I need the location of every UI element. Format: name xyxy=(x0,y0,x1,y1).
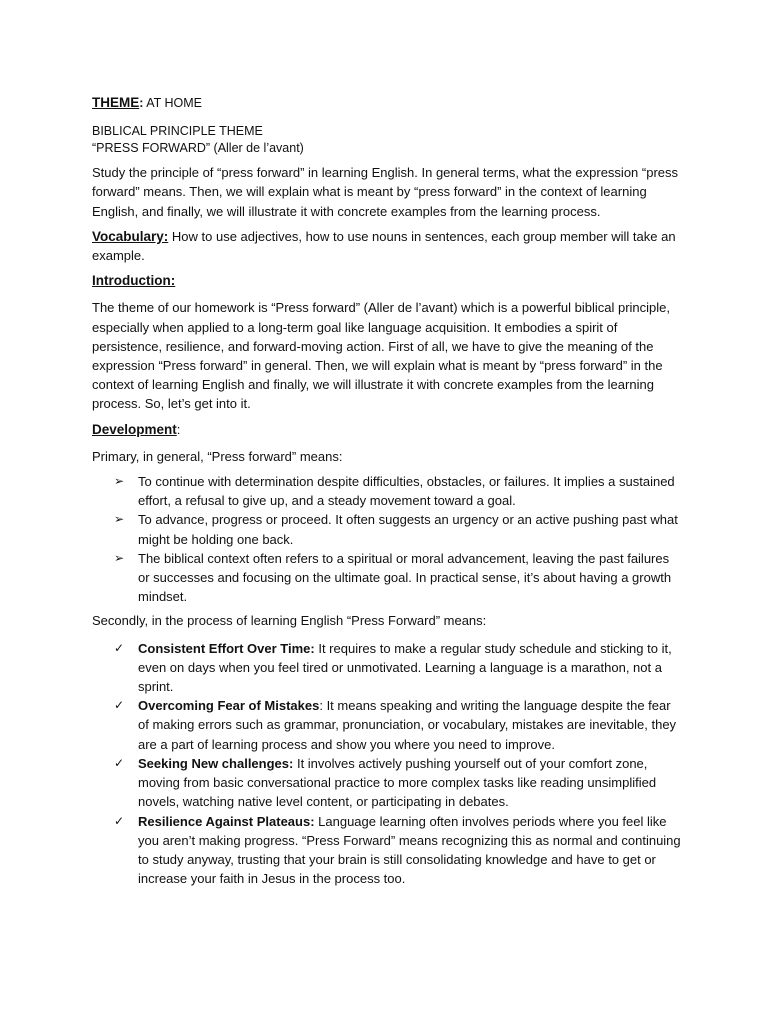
list-item-title: Consistent Effort Over Time: xyxy=(138,640,315,656)
primary-intro: Primary, in general, “Press forward” means: xyxy=(92,448,343,464)
check-bullet-icon: ✓ xyxy=(114,698,125,713)
study-paragraph: Study the principle of “press forward” in learning English. In general terms, what the expression “press forward” means. Then, we will explain what is meant by “press forward” in the context of learning English, and finally, we will illustrate it with concrete examples from the learning process. xyxy=(92,165,679,219)
list-item-text: It involves actively pushing yourself out of your comfort zone, moving from basic conversational practice to more complex tasks like reading unsimplified novels, watching native level content, or participating in debates. xyxy=(138,755,657,810)
vocabulary-label: Vocabulary: xyxy=(92,228,169,244)
list-item xyxy=(92,754,682,812)
principle-line-2: “PRESS FORWARD” (Aller de l’avant) xyxy=(92,141,304,156)
list-item xyxy=(92,549,682,607)
list-item-text: The biblical context often refers to a spiritual or moral advancement, leaving the past failures or successes and focusing on the ultimate goal. In practical sense, it’s about having a growth mindset. xyxy=(138,550,672,605)
check-bullet-icon: ✓ xyxy=(114,640,125,655)
list-item-title: Resilience Against Plateaus: xyxy=(138,813,315,829)
list-item xyxy=(92,472,682,510)
list-item-text: It requires to make a regular study schedule and sticking to it, even on days when you feel tired or unmotivated. Learning a language is a marathon, not a sprint. xyxy=(138,640,672,695)
primary-list xyxy=(92,472,682,606)
check-bullet-icon: ✓ xyxy=(114,755,125,770)
vocabulary-text: How to use adjectives, how to use nouns in sentences, each group member will take an example. xyxy=(92,228,676,264)
document-body xyxy=(92,93,682,893)
list-item xyxy=(92,812,682,889)
list-item xyxy=(92,696,682,754)
secondary-list xyxy=(92,639,682,889)
secondary-intro: Secondly, in the process of learning English “Press Forward” means: xyxy=(92,613,487,629)
list-item-text: To advance, progress or proceed. It often suggests an urgency or an active pushing past what might be holding one back. xyxy=(138,512,678,547)
theme-value: AT HOME xyxy=(143,96,202,110)
list-item-text: Language learning often involves periods where you feel like you aren’t making progress. “Press Forward” means recognizing this as normal and continuing to study anyway, trusting that your brain is still consolidating knowledge and have to get or increase your faith in Jesus in the process too. xyxy=(138,813,681,887)
theme-label: THEME xyxy=(92,95,140,110)
list-item-title: Overcoming Fear of Mistakes xyxy=(138,698,320,714)
list-item-text: : It means speaking and writing the language despite the fear of making errors such as grammar, pronunciation, or vocabulary, mistakes are inevitable, they are a part of learning process and show you where you need to improve. xyxy=(138,698,677,752)
theme-colon: : xyxy=(139,96,144,110)
introduction-heading xyxy=(92,271,682,290)
development-colon: : xyxy=(176,421,181,437)
list-item-title: Seeking New challenges: xyxy=(138,755,294,771)
arrow-bullet-icon: ➢ xyxy=(114,512,125,527)
theme-line xyxy=(92,93,682,113)
list-item xyxy=(92,510,682,548)
development-label: Development xyxy=(92,421,177,437)
list-item xyxy=(92,639,682,697)
arrow-bullet-icon: ➢ xyxy=(114,550,125,565)
list-item-text: To continue with determination despite difficulties, obstacles, or failures. It implies a sustained effort, a refusal to give up, and a steady movement toward a goal. xyxy=(138,474,675,509)
vocabulary-paragraph xyxy=(92,227,682,265)
development-heading xyxy=(92,420,682,439)
check-bullet-icon: ✓ xyxy=(114,813,125,828)
arrow-bullet-icon: ➢ xyxy=(114,474,125,489)
principle-line-1: BIBLICAL PRINCIPLE THEME xyxy=(92,124,263,139)
introduction-label: Introduction: xyxy=(92,273,176,289)
introduction-paragraph: The theme of our homework is “Press forward” (Aller de l’avant) which is a powerful biblical principle, especially when applied to a long-term goal like language acquisition. It embodies a spirit of persistence, resilience, and forward-moving action. First of all, we have to give the meaning of the expression “Press forward” in general. Then, we will explain what is meant by “press forward” in the context of learning English and finally, we will illustrate it with concrete examples from the learning process. So, let’s get into it. xyxy=(92,300,671,412)
